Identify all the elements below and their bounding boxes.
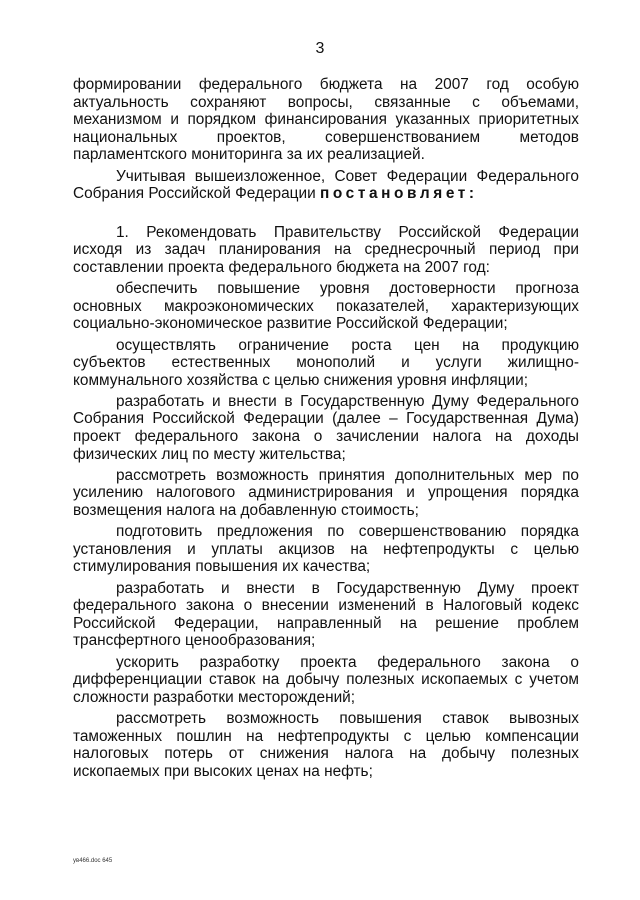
text-line <box>73 241 579 259</box>
text-line-content: парламентского мониторинга за их реализацией. <box>73 146 425 164</box>
text-line-content: обеспечить повышение уровня достоверности прогноза <box>116 280 579 298</box>
text-line-content: Собрания Российской Федерации (далее – Государственная Дума) <box>73 410 579 428</box>
text-line <box>73 467 579 485</box>
footer-file-reference: ув466.doc 645 <box>73 858 113 864</box>
text-line-content: ископаемых при высоких ценах на нефть; <box>73 762 373 780</box>
document-body <box>73 76 579 780</box>
text-line <box>73 315 579 333</box>
text-line <box>73 428 579 446</box>
text-line-content: возмещения налога на добавленную стоимость; <box>73 502 419 520</box>
text-line <box>73 337 579 355</box>
text-line <box>73 728 579 746</box>
text-line-content: исходя из задач планирования на среднесрочный период при <box>73 241 579 259</box>
text-line-content: механизмом и порядком финансирования указанных приоритетных <box>73 111 579 129</box>
text-line-content: актуальность сохраняют вопросы, связанные с объемами, <box>73 93 579 111</box>
text-line <box>73 597 579 615</box>
text-line-content: ускорить разработку проекта федерального закона о <box>116 653 579 671</box>
text-line-content: Собрания Российской Федерации <box>73 185 316 203</box>
text-line-content: сложности разработки месторождений; <box>73 688 356 706</box>
text-line-content: основных макроэкономических показателей, характеризующих <box>73 297 579 315</box>
text-line <box>73 410 579 428</box>
text-line-content: проект федерального закона о зачислении налога на доходы <box>73 428 579 446</box>
text-line <box>73 615 579 633</box>
text-line <box>73 523 579 541</box>
text-line-content: коммунального хозяйства с целью снижения уровня инфляции; <box>73 371 528 389</box>
text-line-content: трансфертного ценообразования; <box>73 632 316 650</box>
text-line <box>73 689 579 707</box>
text-line-content: таможенных пошлин на нефтепродукты с целью компенсации <box>73 727 579 745</box>
text-line <box>73 502 579 520</box>
text-line <box>73 372 579 390</box>
resolution-keyword: постановляет: <box>319 185 478 203</box>
text-line-content: осуществлять ограничение роста цен на продукцию <box>116 336 579 354</box>
text-line <box>73 76 579 94</box>
text-line-content: дифференциации ставок на добычу полезных ископаемых с учетом <box>73 671 579 689</box>
text-line <box>73 111 579 129</box>
text-line-content: рассмотреть возможность повышения ставок вывозных <box>116 709 579 727</box>
text-line-content: Учитывая вышеизложенное, Совет Федерации Федерального <box>116 167 579 185</box>
text-line <box>73 580 579 598</box>
text-line-content: 1. Рекомендовать Правительству Российской Федерации <box>116 223 579 241</box>
text-line <box>73 354 579 372</box>
text-line <box>73 168 579 186</box>
text-line-content: физических лиц по месту жительства; <box>73 445 346 463</box>
text-line-content: федерального закона о внесении изменений в Налоговый кодекс <box>73 597 579 615</box>
text-line <box>73 259 579 277</box>
text-line <box>73 763 579 781</box>
text-line-content: Российской Федерации, направленный на решение проблем <box>73 614 579 632</box>
section-gap <box>73 203 579 224</box>
text-line <box>73 298 579 316</box>
text-line-content: субъектов естественных монополий и услуги жилищно- <box>73 354 579 372</box>
text-line <box>73 558 579 576</box>
text-line <box>73 671 579 689</box>
text-line <box>73 94 579 112</box>
text-line <box>73 710 579 728</box>
text-line-content: разработать и внести в Государственную Думу проект <box>116 579 579 597</box>
text-line <box>73 224 579 242</box>
text-line-content: подготовить предложения по совершенствованию порядка <box>116 523 579 541</box>
text-line-content: составлении проекта федерального бюджета на 2007 год: <box>73 258 490 276</box>
text-line <box>73 654 579 672</box>
text-line <box>73 484 579 502</box>
text-line-content: рассмотреть возможность принятия дополнительных мер по <box>116 466 579 484</box>
text-line-content: налоговых потерь от снижения налога на добычу полезных <box>73 745 579 763</box>
text-line <box>73 632 579 650</box>
text-line <box>73 446 579 464</box>
text-line-content: разработать и внести в Государственную Думу Федерального <box>116 392 579 410</box>
text-line <box>73 280 579 298</box>
text-line <box>73 393 579 411</box>
text-line-content: стимулирования повышения их качества; <box>73 558 371 576</box>
text-line-content: формировании федерального бюджета на 2007 год особую <box>73 76 579 93</box>
text-line-content: социально-экономическое развитие Российской Федерации; <box>73 315 508 333</box>
text-line <box>73 146 579 164</box>
text-line-content: национальных проектов, совершенствованием методов <box>73 128 579 146</box>
text-line <box>73 129 579 147</box>
text-line-content: установления и уплаты акцизов на нефтепродукты с целью <box>73 540 579 558</box>
text-line <box>73 745 579 763</box>
text-line-content: усилению налогового администрирования и упрощения порядка <box>73 484 579 502</box>
page-number: 3 <box>315 40 325 57</box>
text-line <box>73 541 579 559</box>
text-line <box>73 185 579 203</box>
